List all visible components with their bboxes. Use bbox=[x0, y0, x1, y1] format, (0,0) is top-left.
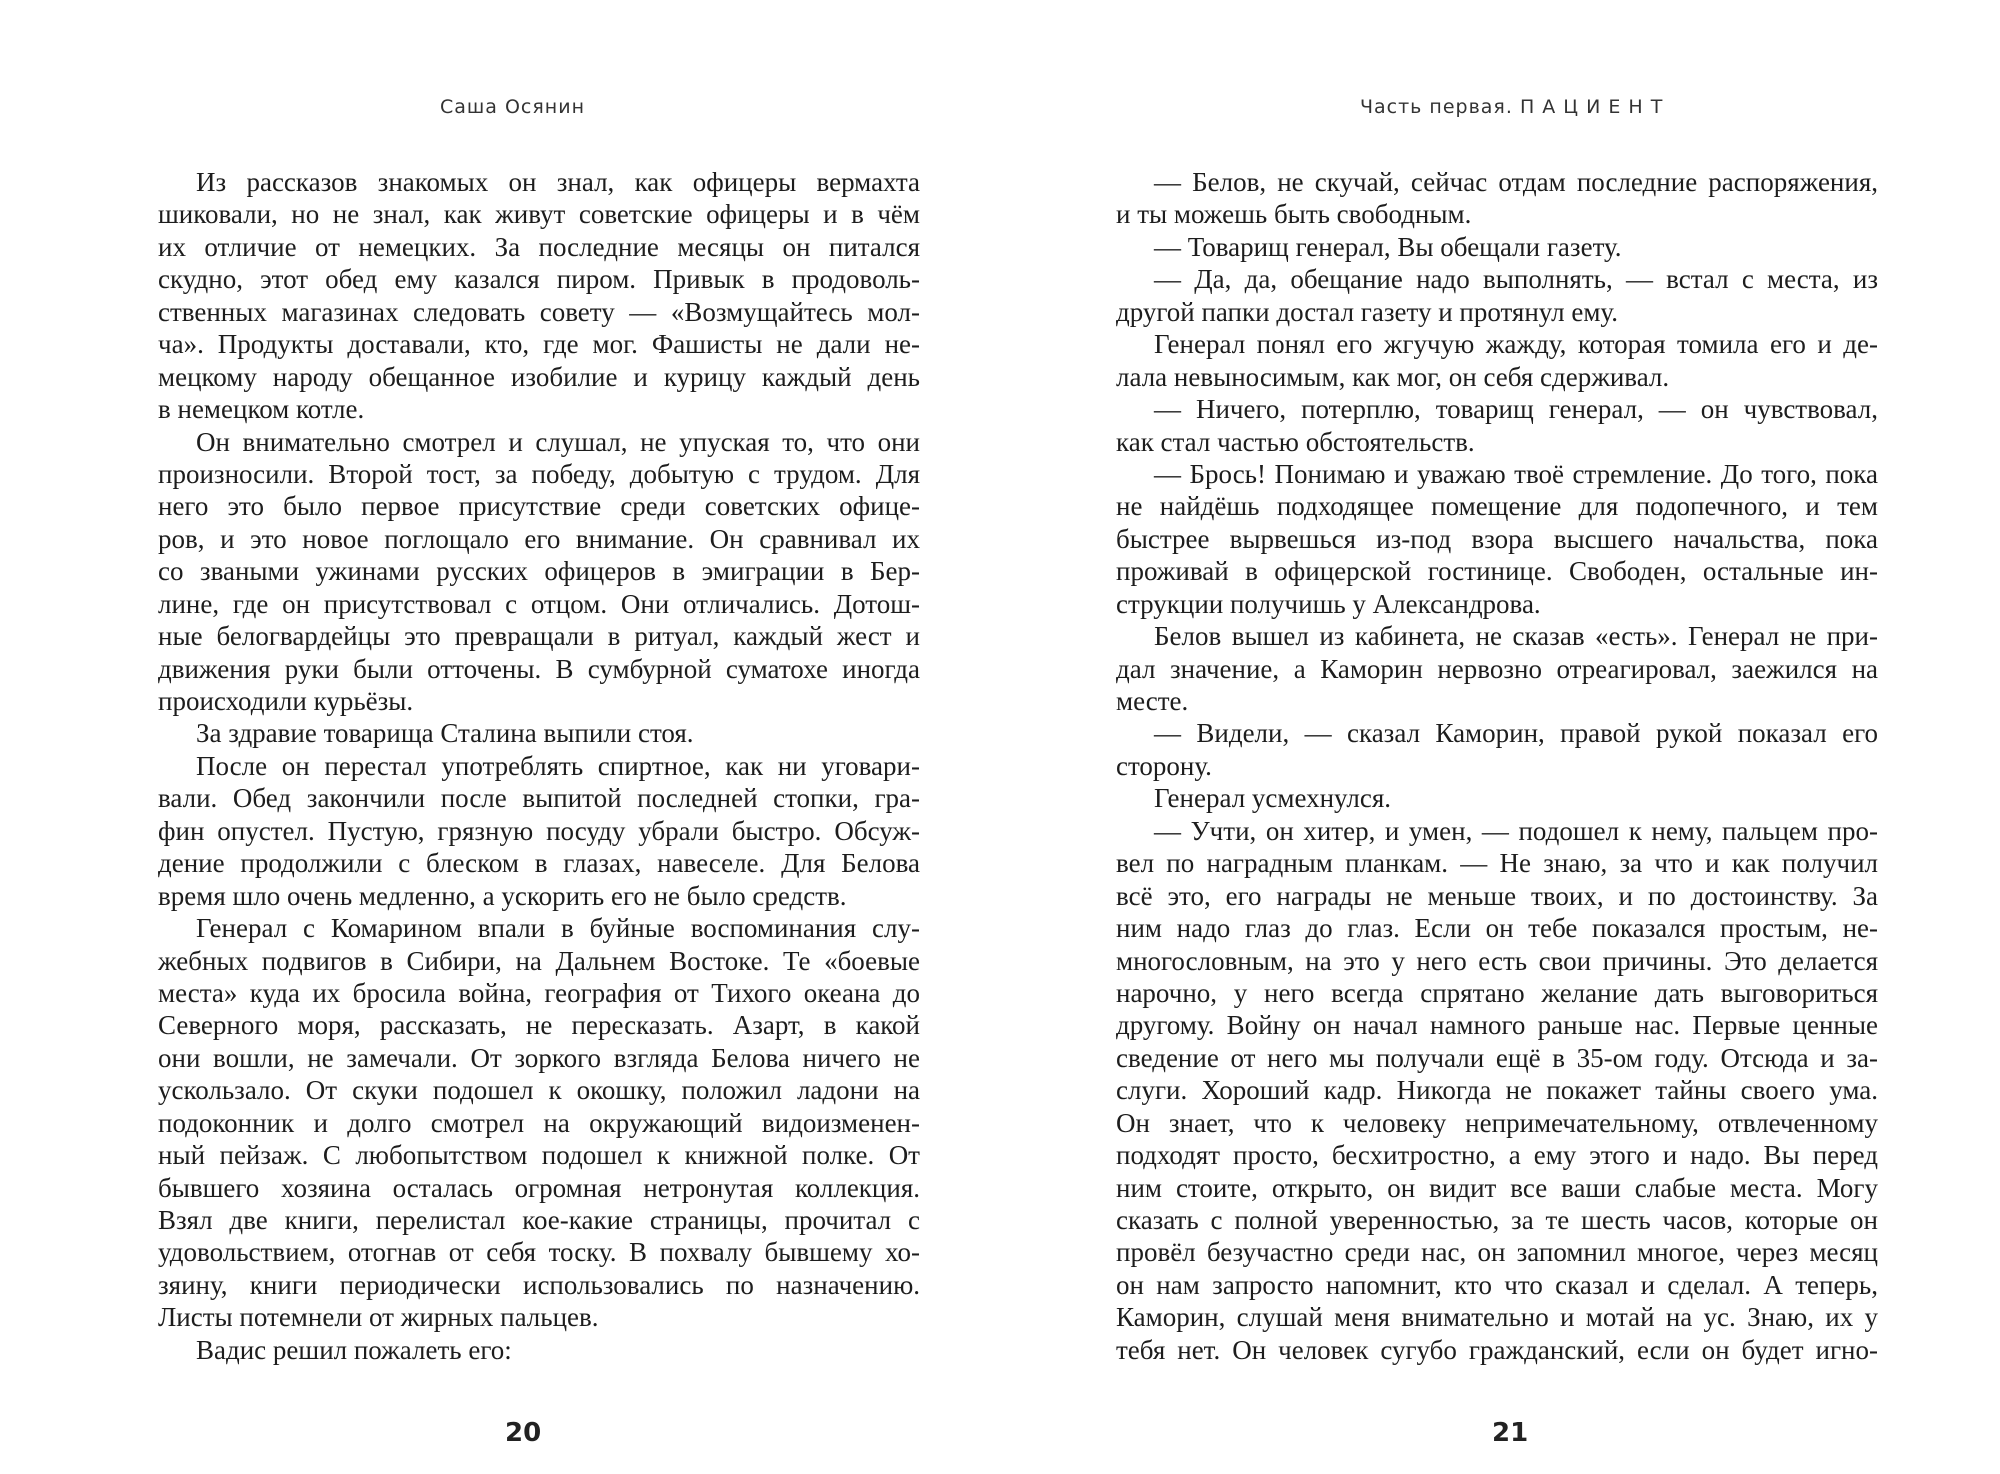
page-number-right: 21 bbox=[1492, 1418, 1529, 1448]
text-line: другой папки достал газету и протянул ему. bbox=[1116, 296, 1618, 327]
text-line: Он внимательно смотрел и слушал, не упуская то, что они bbox=[196, 426, 920, 457]
text-line: ускользало. От скуки подошел к окошку, положил ладони на bbox=[158, 1075, 920, 1106]
text-line: лине, где он присутствовал с отцом. Они отличались. Дотош- bbox=[158, 588, 920, 619]
text-line: не найдёшь подходящее помещение для подопечного, и тем bbox=[1116, 491, 1878, 522]
text-line: фин опустел. Пустую, грязную посуду убрали быстро. Обсуж- bbox=[158, 815, 920, 846]
text-line: удовольствием, отогнав от себя тоску. В похвалу бывшему хо- bbox=[158, 1237, 920, 1268]
text-line: Северного моря, рассказать, не пересказать. Азарт, в какой bbox=[158, 1010, 920, 1041]
text-line: — Белов, не скучай, сейчас отдам последние распоряжения, bbox=[1154, 167, 1878, 197]
text-line: сведение от него мы получали ещё в 35-ом году. Отсюда и за- bbox=[1116, 1042, 1878, 1073]
text-line: дение продолжили с блеском в глазах, навеселе. Для Белова bbox=[158, 848, 920, 879]
text-line: вел по наградным планкам. — Не знаю, за что и как получил bbox=[1116, 848, 1878, 879]
text-line: подоконник и долго смотрел на окружающий видоизменен- bbox=[158, 1107, 920, 1138]
text-line: скудно, этот обед ему казался пиром. Привык в продоволь- bbox=[158, 264, 920, 295]
text-line: Генерал с Комарином впали в буйные воспоминания слу- bbox=[196, 913, 920, 944]
text-line: Вадис решил пожалеть его: bbox=[196, 1334, 512, 1365]
text-line: другому. Войну он начал намного раньше нас. Первые ценные bbox=[1116, 1010, 1878, 1041]
text-line: места» куда их бросила война, география от Тихого океана до bbox=[158, 977, 920, 1008]
text-line: быстрее вырвешься из-под взора высшего начальства, пока bbox=[1116, 523, 1878, 554]
text-line: зяину, книги периодически использовались по назначению. bbox=[158, 1269, 920, 1300]
running-head-chapter: Часть первая. П А Ц И Е Н Т bbox=[1360, 96, 1664, 118]
text-line: мецкому народу обещанное изобилие и курицу каждый день bbox=[158, 361, 920, 392]
text-line: дал значение, а Каморин нервозно отреагировал, заежился на bbox=[1116, 653, 1878, 684]
text-line: — Брось! Понимаю и уважаю твоё стремление. До того, пока bbox=[1154, 458, 1878, 489]
text-line: Белов вышел из кабинета, не сказав «есть». Генерал не при- bbox=[1154, 621, 1878, 652]
text-line: движения руки были отточены. В сумбурной суматохе иногда bbox=[158, 653, 920, 684]
text-line: они вошли, не замечали. От зоркого взгляда Белова ничего не bbox=[158, 1042, 920, 1073]
text-line: нарочно, у него всегда спрятано желание дать выговориться bbox=[1116, 977, 1878, 1008]
text-line: произносили. Второй тост, за победу, добытую с трудом. Для bbox=[158, 458, 920, 489]
right-page-text bbox=[1116, 166, 1878, 1366]
text-line: — Товарищ генерал, Вы обещали газету. bbox=[1154, 231, 1622, 262]
text-line: Каморин, слушай меня внимательно и мотай на ус. Знаю, их у bbox=[1116, 1302, 1878, 1333]
text-line: Взял две книги, перелистал кое-какие страницы, прочитал с bbox=[158, 1205, 920, 1235]
text-line: ные белогвардейцы это превращали в ритуал, каждый жест и bbox=[158, 621, 920, 652]
text-line: происходили курьёзы. bbox=[158, 686, 414, 716]
text-line: сторону. bbox=[1116, 750, 1212, 781]
text-line: Генерал усмехнулся. bbox=[1154, 783, 1392, 814]
text-line: ним стоите, открыто, он видит все ваши слабые места. Могу bbox=[1116, 1172, 1878, 1203]
text-line: ров, и это новое поглощало его внимание. Он сравнивал их bbox=[158, 523, 920, 554]
text-line: Он знает, что к человеку непримечательному, отвлеченному bbox=[1116, 1107, 1878, 1138]
text-line: и ты можешь быть свободным. bbox=[1116, 199, 1472, 230]
text-line: После он перестал употреблять спиртное, как ни уговари- bbox=[196, 750, 920, 781]
text-line: ним надо глаз до глаз. Если он тебе показался простым, не- bbox=[1116, 913, 1878, 944]
text-line: он нам запросто напомнит, кто что сказал и сделал. А теперь, bbox=[1116, 1269, 1878, 1300]
text-line: провёл безучастно среди нас, он запомнил многое, через месяц bbox=[1116, 1237, 1878, 1268]
text-line: как стал частью обстоятельств. bbox=[1116, 426, 1475, 457]
right-page bbox=[1000, 0, 2000, 1474]
text-line: струкции получишь у Александрова. bbox=[1116, 588, 1541, 619]
text-line: лала невыносимым, как мог, он себя сдерживал. bbox=[1116, 361, 1670, 392]
text-line: ственных магазинах следовать совету — «Возмущайтесь мол- bbox=[158, 296, 920, 327]
text-line: него это было первое присутствие среди советских офице- bbox=[158, 491, 920, 522]
text-line: месте. bbox=[1116, 686, 1189, 716]
text-line: слуги. Хороший кадр. Никогда не покажет тайны своего ума. bbox=[1116, 1075, 1878, 1106]
text-line: бывшего хозяина осталась огромная нетронутая коллекция. bbox=[158, 1172, 920, 1203]
text-line: в немецком котле. bbox=[158, 394, 365, 425]
left-page-text bbox=[158, 166, 920, 1366]
text-line: время шло очень медленно, а ускорить его не было средств. bbox=[158, 880, 847, 911]
text-line: — Видели, — сказал Каморин, правой рукой показал его bbox=[1154, 718, 1878, 749]
text-line: многословным, на это у него есть свои причины. Это делается bbox=[1116, 945, 1878, 976]
text-line: сказать с полной уверенностью, за те шесть часов, которые он bbox=[1116, 1205, 1878, 1235]
text-line: со зваными ужинами русских офицеров в эмиграции в Бер- bbox=[158, 556, 920, 587]
text-line: проживай в офицерской гостинице. Свободен, остальные ин- bbox=[1116, 556, 1878, 587]
text-line: ча». Продукты доставали, кто, где мог. Фашисты не дали не- bbox=[158, 329, 920, 360]
text-line: За здравие товарища Сталина выпили стоя. bbox=[196, 718, 694, 749]
text-line: жебных подвигов в Сибири, на Дальнем Востоке. Те «боевые bbox=[158, 945, 920, 976]
text-line: тебя нет. Он человек сугубо гражданский, если он будет игно- bbox=[1116, 1334, 1878, 1365]
text-line: всё это, его награды не меньше твоих, и по достоинству. За bbox=[1116, 880, 1878, 911]
text-line: их отличие от немецких. За последние месяцы он питался bbox=[158, 231, 920, 262]
text-line: подходят просто, бесхитростно, а ему этого и надо. Вы перед bbox=[1116, 1140, 1878, 1171]
text-line: — Учти, он хитер, и умен, — подошел к нему, пальцем про- bbox=[1154, 815, 1878, 846]
text-line: Листы потемнели от жирных пальцев. bbox=[158, 1302, 599, 1333]
page-number-left: 20 bbox=[505, 1418, 542, 1448]
text-line: вали. Обед закончили после выпитой последней стопки, гра- bbox=[158, 783, 920, 814]
text-line: шиковали, но не знал, как живут советские офицеры и в чём bbox=[158, 199, 920, 230]
text-line: — Да, да, обещание надо выполнять, — встал с места, из bbox=[1154, 264, 1878, 295]
running-head-author: Саша Осянин bbox=[440, 96, 586, 118]
text-line: ный пейзаж. С любопытством подошел к книжной полке. От bbox=[158, 1140, 920, 1171]
text-line: — Ничего, потерплю, товарищ генерал, — он чувствовал, bbox=[1154, 394, 1878, 425]
text-line: Из рассказов знакомых он знал, как офицеры вермахта bbox=[196, 167, 920, 197]
text-line: Генерал понял его жгучую жажду, которая томила его и де- bbox=[1154, 329, 1878, 360]
